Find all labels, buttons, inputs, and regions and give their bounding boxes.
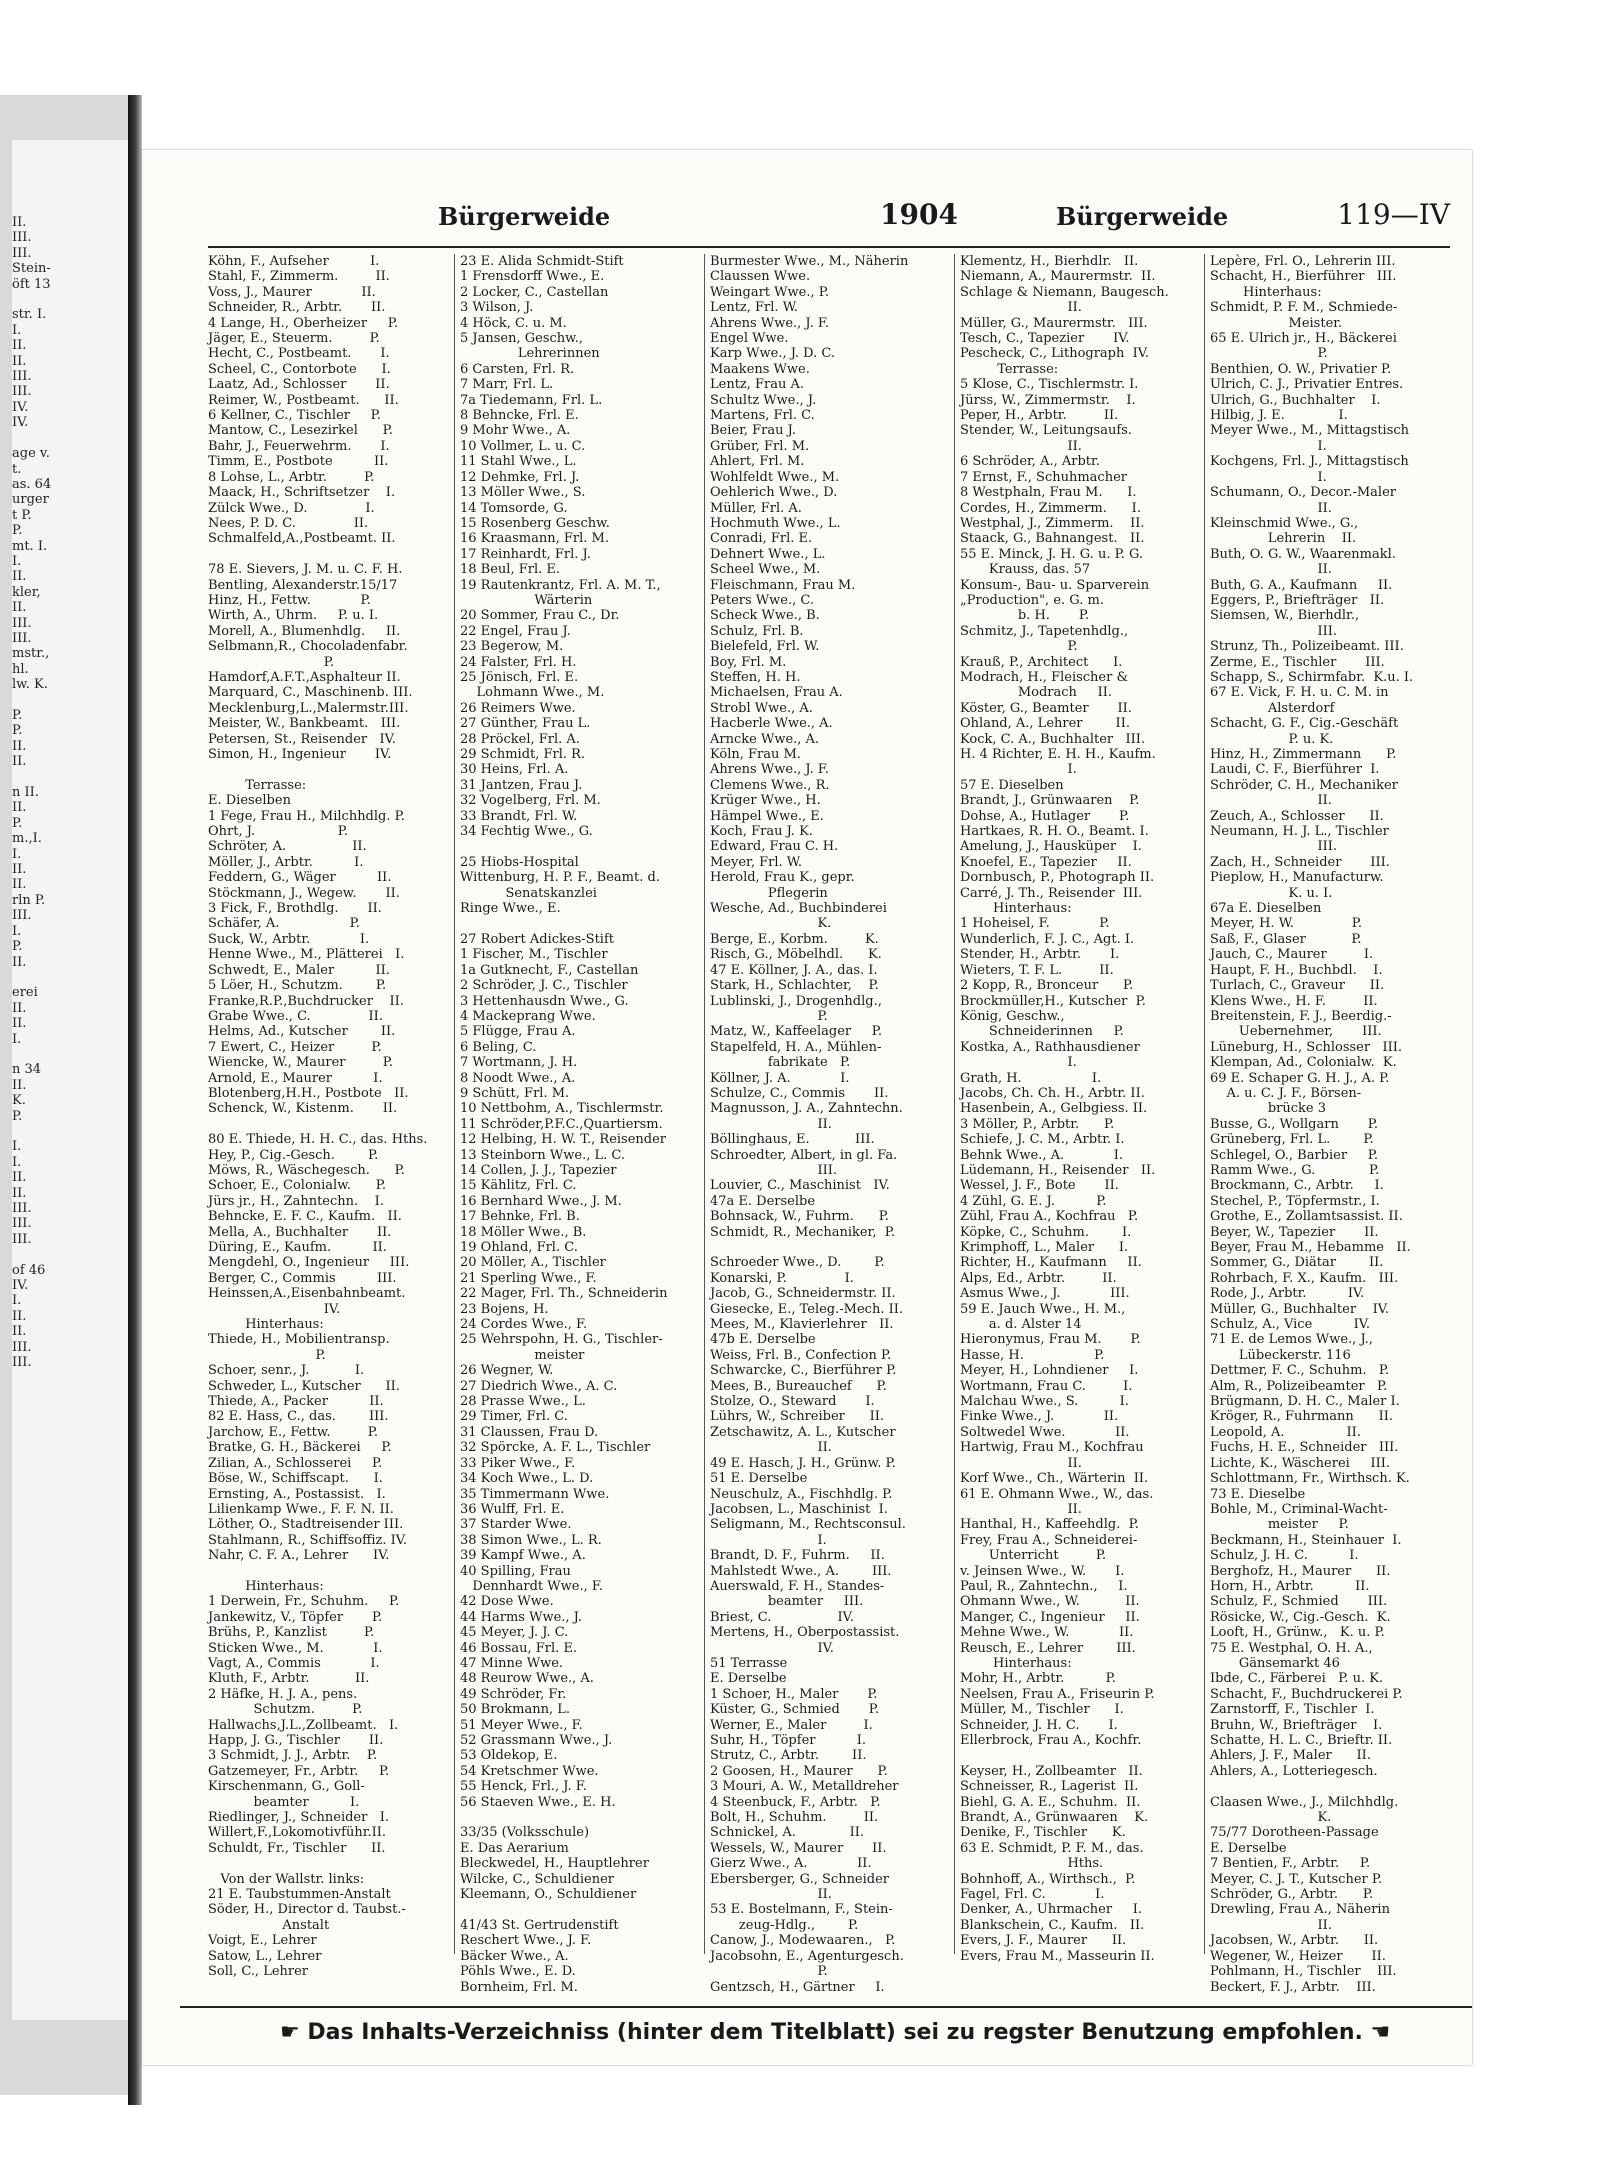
header-rule (208, 246, 1450, 248)
header-year: 1904 (880, 198, 958, 231)
column-5: Lepère, Frl. O., Lehrerin III. Schacht, H., Bierführer III. Hinterhaus: Schmidt, P. F. M., Schmiede- Meister. 65 E. Ulrich jr., H., Bäckerei P. Benthien, O. W., Privatier P. Ulrich, C. J., Privatier Entres. Ulrich, G., Buchhalter I. Hilbig, J. E. I. Meyer Wwe., M., Mittagstisch I. Kochgens, Frl. J., Mittagstisch I. Schumann, O., Decor.-Maler II. Kleinschmid Wwe., G., Lehrerin II. Buth, O. G. W., Waarenmakl. II. Buth, G. A., Kaufmann II. Eggers, P., Briefträger II. Siemsen, W., Bierhdlr., III. Strunz, Th., Polizeibeamt. III. Zerme, E., Tischler III. Schapp, S., Schirmfabr. K.u. I. 67 E. Vick, F. H. u. C. M. in Alsterdorf Schacht, G. F., Cig.-Geschäft P. u. K. Hinz, H., Zimmermann P. Laudi, C. F., Bierführer I. Schröder, C. H., Mechaniker II. Zeuch, A., Schlosser II. Neumann, H. J. L., Tischler III. Zach, H., Schneider III. Pieplow, H., Manufacturw. K. u. I. 67a E. Dieselben Meyer, H. W. P. Saß, F., Glaser P. Jauch, C., Maurer I. Haupt, F. H., Buchbdl. I. Turlach, C., Graveur II. Klens Wwe., H. F. II. Breitenstein, F. J., Beerdig.- Uebernehmer, III. Lüneburg, H., Schlosser III. Klempan, Ad., Colonialw. K. 69 E. Schaper G. H. J., A. P. A. u. C. J. F., Börsen- brücke 3 Busse, G., Wollgarn P. Grüneberg, Frl. L. P. Schlegel, O., Barbier P. Ramm Wwe., G. P. Brockmann, C., Arbtr. I. Stechel, P., Töpfermstr., I. Grothe, E., Zollamtsassist. II. Beyer, W., Tapezier II. Beyer, Frau M., Hebamme II. Sommer, G., Diätar II. Rohrbach, F. X., Kaufm. III. Rode, J., Arbtr. IV. Müller, G., Buchhalter IV. Schulz, A., Vice IV. 71 E. de Lemos Wwe., J., Lübeckerstr. 116 Dettmer, F. C., Schuhm. P. Alm, R., Polizeibeamter P. Brügmann, D. H. C., Maler I. Kröger, R., Fuhrmann II. Leopold, A. II. Fuchs, H. E., Schneider III. Lichte, K., Wäscherei III. Schlottmann, Fr., Wirthsch. K. 73 E. Dieselbe Bohle, M., Criminal-Wacht- meister P. Beckmann, H., Steinhauer I. Schulz, J. H. C. I. Berghofz, H., Maurer II. Horn, H., Arbtr. II. Schulz, F., Schmied III. Rösicke, W., Cig.-Gesch. K. Looft, H., Grünw., K. u. P. 75 E. Westphal, O. H. A., Gänsemarkt 46 Ibde, C., Färberei P. u. K. Schacht, F., Buchdruckerei P. Zarnstorff, F., Tischler I. Bruhn, W., Briefträger I. Schatte, H. L. C., Brieftr. II. Ahlers, J. F., Maler II. Ahlers, A., Lotteriegesch. Claasen Wwe., J., Milchhdlg. K. 75/77 Dorotheen-Passage E. Derselbe 7 Bentien, F., Arbtr. P. Meyer, C. J. T., Kutscher P. Schröder, G., Arbtr. P. Drewling, Frau A., Näherin II. Jacobsen, W., Arbtr. II. Wegener, W., Heizer II. Pohlmann, H., Tischler III. Beckert, F. J., Arbtr. III. (1210, 254, 1414, 1995)
column-3: Burmester Wwe., M., Näherin Claussen Wwe. Weingart Wwe., P. Lentz, Frl. W. Ahrens Wwe., J. F. Engel Wwe. Karp Wwe., J. D. C. Maakens Wwe. Lentz, Frau A. Schultz Wwe., J. Martens, Frl. C. Beier, Frau J. Grüber, Frl. M. Ahlert, Frl. M. Wohlfeldt Wwe., M. Oehlerich Wwe., D. Müller, Frl. A. Hochmuth Wwe., L. Conradi, Frl. E. Dehnert Wwe., L. Scheel Wwe., M. Fleischmann, Frau M. Peters Wwe., C. Scheck Wwe., B. Schulz, Frl. B. Bielefeld, Frl. W. Boy, Frl. M. Steffen, H. H. Michaelsen, Frau A. Strobl Wwe., A. Hacberle Wwe., A. Arncke Wwe., A. Köln, Frau M. Ahrens Wwe., J. F. Clemens Wwe., R. Krüger Wwe., H. Hämpel Wwe., E. Koch, Frau J. K. Edward, Frau C. H. Meyer, Frl. W. Herold, Frau K., gepr. Pflegerin Wesche, Ad., Buchbinderei K. Berge, E., Korbm. K. Risch, G., Möbelhdl. K. 47 E. Köllner, J. A., das. I. Stark, H., Schlachter, P. Lublinski, J., Drogenhdlg., P. Matz, W., Kaffeelager P. Stapelfeld, H. A., Mühlen- fabrikate P. Köllner, J. A. I. Schulze, C., Commis II. Magnusson, J. A., Zahntechn. II. Böllinghaus, E. III. Schroedter, Albert, in gl. Fa. III. Louvier, C., Maschinist IV. 47a E. Derselbe Bohnsack, W., Fuhrm. P. Schmidt, R., Mechaniker, P. Schroeder Wwe., D. P. Konarski, P. I. Jacob, G., Schneidermstr. II. Giesecke, E., Teleg.-Mech. II. Mees, M., Klavierlehrer II. 47b E. Derselbe Weiss, Frl. B., Confection P. Schwarcke, C., Bierführer P. Mees, B., Bureauchef P. Stolze, O., Steward I. Lührs, W., Schreiber II. Zetschawitz, A. L., Kutscher II. 49 E. Hasch, J. H., Grünw. P. 51 E. Derselbe Neuschulz, A., Fischhdlg. P. Jacobsen, L., Maschinist I. Seligmann, M., Rechtsconsul. I. Brandt, D. F., Fuhrm. II. Mahlstedt Wwe., A. III. Auerswald, F. H., Standes- beamter III. Briest, C. IV. Mertens, H., Oberpostassist. IV. 51 Terrasse E. Derselbe 1 Schoer, H., Maler P. Küster, G., Schmied P. Werner, E., Maler I. Suhr, H., Töpfer I. Strutz, C., Arbtr. II. 2 Goosen, H., Maurer P. 3 Mouri, A. W., Metalldreher 4 Steenbuck, F., Arbtr. P. Bolt, H., Schuhm. II. Schnickel, A. II. Wessels, W., Maurer II. Gierz Wwe., A. II. Ebersberger, G., Schneider II. 53 E. Bostelmann, F., Stein- zeug-Hdlg., P. Canow, J., Modewaaren., P. Jacobsohn, E., Agenturgesch. P. Gentzsch, H., Gärtner I. (710, 254, 909, 1995)
column-2: 23 E. Alida Schmidt-Stift 1 Frensdorff Wwe., E. 2 Locker, C., Castellan 3 Wilson, J. 4 Höck, C. u. M. 5 Jansen, Geschw., Lehrerinnen 6 Carsten, Frl. R. 7 Marr, Frl. L. 7a Tiedemann, Frl. L. 8 Behncke, Frl. E. 9 Mohr Wwe., A. 10 Vollmer, L. u. C. 11 Stahl Wwe., L. 12 Dehmke, Frl. J. 13 Möller Wwe., S. 14 Tomsorde, G. 15 Rosenberg Geschw. 16 Kraasmann, Frl. M. 17 Reinhardt, Frl. J. 18 Beul, Frl. E. 19 Rautenkrantz, Frl. A. M. T., Wärterin 20 Sommer, Frau C., Dr. 22 Engel, Frau J. 23 Begerow, M. 24 Falster, Frl. H. 25 Jönisch, Frl. E. Lohmann Wwe., M. 26 Reimers Wwe. 27 Günther, Frau L. 28 Pröckel, Frl. A. 29 Schmidt, Frl. R. 30 Heins, Frl. A. 31 Jantzen, Frau J. 32 Vogelberg, Frl. M. 33 Brandt, Frl. W. 34 Fechtig Wwe., G. 25 Hiobs-Hospital Wittenburg, H. P. F., Beamt. d. Senatskanzlei Ringe Wwe., E. 27 Robert Adickes-Stift 1 Fischer, M., Tischler 1a Gutknecht, F., Castellan 2 Schröder, J. C., Tischler 3 Hettenhausdn Wwe., G. 4 Mackeprang Wwe. 5 Flügge, Frau A. 6 Beling, C. 7 Wortmann, J. H. 8 Noodt Wwe., A. 9 Schütt, Frl. M. 10 Nettbohm, A., Tischlermstr. 11 Schröder,P.F.C.,Quartiersm. 12 Helbing, H. W. T., Reisender 13 Steinborn Wwe., L. C. 14 Collen, J. J., Tapezier 15 Kählitz, Frl. C. 16 Bernhard Wwe., J. M. 17 Behnke, Frl. B. 18 Möller Wwe., B. 19 Ohland, Frl. C. 20 Möller, A., Tischler 21 Sperling Wwe., F. 22 Mager, Frl. Th., Schneiderin 23 Bojens, H. 24 Cordes Wwe., F. 25 Wehrspohn, H. G., Tischler- meister 26 Wegner, W. 27 Diedrich Wwe., A. C. 28 Prasse Wwe., L. 29 Timer, Frl. C. 31 Claussen, Frau D. 32 Spörcke, A. F. L., Tischler 33 Piker Wwe., F. 34 Koch Wwe., L. D. 35 Timmermann Wwe. 36 Wulff, Frl. E. 37 Starder Wwe. 38 Simon Wwe., L. R. 39 Kampf Wwe., A. 40 Spilling, Frau Dennhardt Wwe., F. 42 Dose Wwe. 44 Harms Wwe., J. 45 Meyer, J. J. C. 46 Bossau, Frl. E. 47 Minne Wwe. 48 Reurow Wwe., A. 49 Schröder, Fr. 50 Brokmann, L. 51 Meyer Wwe., F. 52 Grassmann Wwe., J. 53 Oldekop, E. 54 Kretschmer Wwe. 55 Henck, Frl., J. F. 56 Staeven Wwe., E. H. 33/35 (Volksschule) E. Das Aerarium Bleckwedel, H., Hauptlehrer Wilcke, C., Schuldiener Kleemann, O., Schuldiener 41/43 St. Gertrudenstift Reschert Wwe., J. F. Bäcker Wwe., A. Pöhls Wwe., E. D. Bornheim, Frl. M. (460, 254, 668, 1995)
footer-rule (180, 2006, 1472, 2008)
page-header (208, 198, 1450, 232)
book-spine (128, 95, 142, 2105)
column-divider (454, 254, 455, 1954)
header-page-number: 119—IV (1337, 198, 1450, 231)
header-street-left: Bürgerweide (438, 202, 611, 231)
header-street-right: Bürgerweide (1056, 202, 1229, 231)
column-divider (704, 254, 705, 1954)
adjacent-page-text: II. III. III. Stein- öft 13 str. I. I. II. II. III. III. IV. IV. age v. t. as. 64 urger t P. P. mt. I. I. II. kler, II. III. III. mstr., hl. lw. K. P. P. II. II. n II. II. P. m.,I. I. II. II. rln P. III. I. P. II. erei II. II. I. n 34 II. K. P. I. I. II. II. III. III. III. of 46 IV. I. II. II. III. III. (12, 215, 52, 1371)
column-divider (954, 254, 955, 1954)
footer-text: Das Inhalts-Verzeichniss (hinter dem Titelblatt) sei zu regster Benutzung empfohlen. (307, 2020, 1363, 2045)
directory-page (142, 150, 1472, 2065)
footer-notice (280, 2020, 1440, 2050)
column-4: Klementz, H., Bierhdlr. II. Niemann, A., Maurermstr. II. Schlage & Niemann, Baugesch. II. Müller, G., Maurermstr. III. Tesch, C., Tapezier IV. Pescheck, C., Lithograph IV. Terrasse: 5 Klose, C., Tischlermstr. I. Jürss, W., Zimmermstr. I. Peper, H., Arbtr. II. Stender, W., Leitungsaufs. II. 6 Schröder, A., Arbtr. 7 Ernst, F., Schuhmacher 8 Westphaln, Frau M. I. Cordes, H., Zimmerm. I. Westphal, J., Zimmerm. II. Staack, G., Bahnangest. II. 55 E. Minck, J. H. G. u. P. G. Krauss, das. 57 Konsum-, Bau- u. Sparverein „Production", e. G. m. b. H. P. Schmitz, J., Tapetenhdlg., P. Krauß, P., Architect I. Modrach, H., Fleischer & Modrach II. Köster, G., Beamter II. Ohland, A., Lehrer II. Kock, C. A., Buchhalter III. H. 4 Richter, E. H. H., Kaufm. I. 57 E. Dieselben Brandt, J., Grünwaaren P. Dohse, A., Hutlager P. Hartkaes, R. H. O., Beamt. I. Amelung, J., Hausküper I. Knoefel, E., Tapezier II. Dornbusch, P., Photograph II. Carré, J. Th., Reisender III. Hinterhaus: 1 Hoheisel, F. P. Wunderlich, F. J. C., Agt. I. Stender, H., Arbtr. I. Wieters, T. F. L. II. 2 Kopp, R., Bronceur P. Brockmüller,H., Kutscher P. König, Geschw., Schneiderinnen P. Kostka, A., Rathhausdiener I. Grath, H. I. Jacobs, Ch. Ch. H., Arbtr. II. Hasenbein, A., Gelbgiess. II. 3 Möller, P., Arbtr. P. Schiefe, J. C. M., Arbtr. I. Behnk Wwe., A. I. Lüdemann, H., Reisender II. Wessel, J. F., Bote II. 4 Zühl, G. E. J. P. Zühl, Frau A., Kochfrau P. Köpke, C., Schuhm. I. Krimphoff, L., Maler I. Richter, H., Kaufmann II. Alps, Ed., Arbtr. II. Asmus Wwe., J. III. 59 E. Jauch Wwe., H. M., a. d. Alster 14 Hieronymus, Frau M. P. Hasse, H. P. Meyer, H., Lohndiener I. Wortmann, Frau C. I. Malchau Wwe., S. I. Finke Wwe., J. II. Soltwedel Wwe. II. Hartwig, Frau M., Kochfrau II. Korf Wwe., Ch., Wärterin II. 61 E. Ohmann Wwe., W., das. II. Hanthal, H., Kaffeehdlg. P. Frey, Frau A., Schneiderei- Unterricht P. v. Jeinsen Wwe., W. I. Paul, R., Zahntechn., I. Ohmann Wwe., W. II. Manger, C., Ingenieur II. Mehne Wwe., W. II. Reusch, E., Lehrer III. Hinterhaus: Mohr, H., Arbtr. P. Neelsen, Frau A., Friseurin P. Müller, M., Tischler I. Schneider, J. H. C. I. Ellerbrock, Frau A., Kochfr. Keyser, H., Zollbeamter II. Schneisser, R., Lagerist II. Biehl, G. A. E., Schuhm. II. Brandt, A., Grünwaaren K. Denike, F., Tischler K. 63 E. Schmidt, P. F. M., das. Hths. Bohnhoff, A., Wirthsch., P. Fagel, Frl. C. I. Denker, A., Uhrmacher I. Blankschein, C., Kaufm. II. Evers, J. F., Maurer II. Evers, Frau M., Masseurin II. (960, 254, 1169, 1964)
column-divider (1204, 254, 1205, 1954)
column-1: Köhn, F., Aufseher I. Stahl, F., Zimmerm. II. Voss, J., Maurer II. Schneider, R., Arbtr. II. 4 Lange, H., Oberheizer P. Jäger, E., Steuerm. P. Hecht, C., Postbeamt. I. Scheel, C., Contorbote I. Laatz, Ad., Schlosser II. Reimer, W., Postbeamt. II. 6 Kellner, C., Tischler P. Mantow, C., Lesezirkel P. Bahr, J., Feuerwehrm. I. Timm, E., Postbote II. 8 Lohse, L., Arbtr. P. Maack, H., Schriftsetzer I. Zülck Wwe., D. I. Nees, P. D. C. II. Schmalfeld,A.,Postbeamt. II. 78 E. Sievers, J. M. u. C. F. H. Bentling, Alexanderstr.15/17 Hinz, H., Fettw. P. Wirth, A., Uhrm. P. u. I. Morell, A., Blumenhdlg. II. Selbmann,R., Chocoladenfabr. P. Hamdorf,A.F.T.,Asphalteur II. Marquard, C., Maschinenb. III. Mecklenburg,L.,Malermstr.III. Meister, W., Bankbeamt. III. Petersen, St., Reisender IV. Simon, H., Ingenieur IV. Terrasse: E. Dieselben 1 Fege, Frau H., Milchhdlg. P. Ohrt, J. P. Schröter, A. II. Möller, J., Arbtr. I. Feddern, G., Wäger II. Stöckmann, J., Wegew. II. 3 Fick, F., Brothdlg. II. Schäfer, A. P. Suck, W., Arbtr. I. Henne Wwe., M., Plätterei I. Schwedt, E., Maler II. 5 Löer, H., Schutzm. P. Franke,R.P.,Buchdrucker II. Grabe Wwe., C. II. Helms, Ad., Kutscher II. 7 Ewert, C., Heizer P. Wiencke, W., Maurer P. Arnold, E., Maurer I. Blotenberg,H.H., Postbote II. Schenck, W., Kistenm. II. 80 E. Thiede, H. H. C., das. Hths. Hey, P., Cig.-Gesch. P. Möws, R., Wäschegesch. P. Schoer, E., Colonialw. P. Jürs jr., H., Zahntechn. I. Behncke, E. F. C., Kaufm. II. Mella, A., Buchhalter II. Düring, E., Kaufm. II. Mengdehl, O., Ingenieur III. Berger, C., Commis III. Heinssen,A.,Eisenbahnbeamt. IV. Hinterhaus: Thiede, H., Mobilientransp. P. Schoer, senr., J. I. Schweder, L., Kutscher II. Thiede, A., Packer II. 82 E. Hass, C., das. III. Jarchow, E., Fettw. P. Bratke, G. H., Bäckerei P. Zilian, A., Schlosserei P. Böse, W., Schiffscapt. I. Ernsting, A., Postassist. I. Lilienkamp Wwe., F. F. N. II. Löther, O., Stadtreisender III. Stahlmann, R., Schiffsoffiz. IV. Nahr, C. F. A., Lehrer IV. Hinterhaus: 1 Derwein, Fr., Schuhm. P. Jankewitz, V., Töpfer P. Brühs, P., Kanzlist P. Sticken Wwe., M. I. Vagt, A., Commis I. Kluth, F., Arbtr. II. 2 Häfke, H. J. A., pens. Schutzm. P. Hallwachs,J.L.,Zollbeamt. I. Happ, J. G., Tischler II. 3 Schmidt, J. J., Arbtr. P. Gatzemeyer, Fr., Arbtr. P. Kirschenmann, G., Goll- beamter I. Riedlinger, J., Schneider I. Willert,F.,Lokomotivführ.II. Schuldt, Fr., Tischler II. Von der Wallstr. links: 21 E. Taubstummen-Anstalt Söder, H., Director d. Taubst.- Anstalt Voigt, E., Lehrer Satow, L., Lehrer Soll, C., Lehrer (208, 254, 428, 1980)
pointing-hand-right-icon: ☛ (280, 2020, 300, 2045)
pointing-hand-left-icon: ☚ (1370, 2020, 1391, 2045)
